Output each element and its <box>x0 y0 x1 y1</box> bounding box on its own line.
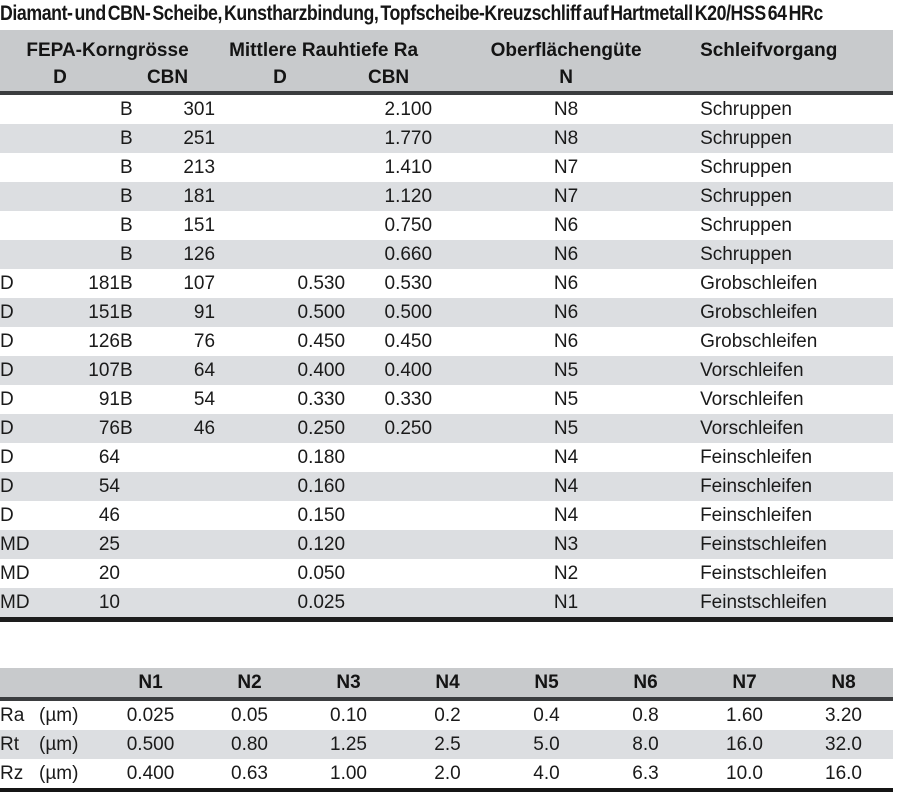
cell-rt-n2: 0.80 <box>231 733 268 755</box>
cell-ra-cbn <box>345 588 432 620</box>
cell-ra-n4: 0.2 <box>434 704 461 726</box>
roughness-symbol: Ra <box>0 704 25 726</box>
table-row <box>0 211 893 240</box>
cell-ra-d <box>215 182 345 211</box>
cell-d-grit <box>68 124 120 153</box>
header-fepa-korngroesse: FEPA-Korngrösse <box>26 40 189 61</box>
header-mittlere-rauhtiefe-ra: Mittlere Rauhtiefe Ra <box>229 40 419 61</box>
cell-cbn-grit: 213 <box>183 156 216 178</box>
cell-d-grit <box>68 211 120 240</box>
cell-roughness-label <box>0 759 101 791</box>
cell-ra-d: 0.330 <box>297 388 346 410</box>
cell-n-grade: N6 <box>553 272 579 294</box>
subheader-d-korngroesse: D <box>0 64 120 93</box>
subheader-cbn-korngroesse: CBN <box>120 64 215 93</box>
cell-ra-d: 0.450 <box>297 330 346 352</box>
cell-cbn-grit <box>156 501 215 530</box>
cell-cbn-grit <box>156 588 215 620</box>
table-row <box>0 501 893 530</box>
subheader-d-rauhtiefe: D <box>215 64 345 93</box>
cell-n-grade: N5 <box>553 359 579 381</box>
cell-rt-n3: 1.25 <box>330 733 367 755</box>
cell-cbn-grit <box>156 443 215 472</box>
cell-roughness-label <box>0 699 101 730</box>
table-row <box>0 356 893 385</box>
cell-cbn-type: B <box>120 417 133 439</box>
cell-d-type: D <box>0 330 14 352</box>
main-table-body <box>0 93 893 620</box>
surface-header-n4: N4 <box>398 668 497 699</box>
page-title: Diamant- und CBN- Scheibe, Kunstharzbindung, Topfscheibe-Kreuzschliff auf Hartmetall K20/HSS 64 HRc <box>0 2 823 25</box>
table-row <box>0 588 893 620</box>
surface-header-n7: N7 <box>695 668 794 699</box>
cell-ra-cbn <box>345 443 432 472</box>
table-row <box>0 124 893 153</box>
cell-ra-cbn: 1.410 <box>384 156 433 178</box>
roughness-symbol: Rt <box>0 733 19 755</box>
cell-d-type: D <box>0 301 14 323</box>
cell-cbn-grit: 151 <box>183 214 216 236</box>
cell-ra-d <box>215 240 345 269</box>
table-row <box>0 472 893 501</box>
cell-roughness-label <box>0 730 101 759</box>
main-table-header <box>0 30 893 93</box>
cell-rz-n1: 0.400 <box>101 759 200 791</box>
cell-ra-cbn: 0.500 <box>384 301 433 323</box>
cell-cbn-type <box>120 501 156 530</box>
cell-schleifvorgang: Schruppen <box>700 185 792 207</box>
subheader-n: N <box>432 64 700 93</box>
cell-d-type: D <box>0 388 14 410</box>
cell-rz-n7: 10.0 <box>695 759 794 791</box>
cell-n-grade: N6 <box>553 214 579 236</box>
cell-ra-d: 0.050 <box>297 562 346 584</box>
cell-ra-n2: 0.05 <box>231 704 268 726</box>
cell-schleifvorgang: Schruppen <box>700 98 792 120</box>
table-row <box>0 269 893 298</box>
cell-d-type: D <box>0 359 14 381</box>
cell-ra-d: 0.025 <box>215 588 345 620</box>
subheader-empty <box>700 64 893 93</box>
cell-d-type: D <box>0 446 14 468</box>
cell-cbn-grit <box>156 559 215 588</box>
cell-rz-n8: 16.0 <box>794 759 893 791</box>
table-row <box>0 327 893 356</box>
cell-n-grade: N4 <box>553 475 579 497</box>
cell-ra-n8: 3.20 <box>825 704 862 726</box>
cell-ra-cbn: 0.660 <box>384 243 433 265</box>
main-subheader-row <box>0 64 893 93</box>
cell-ra-cbn <box>345 472 432 501</box>
surface-table-row <box>0 699 893 730</box>
surface-table-row <box>0 730 893 759</box>
surface-header-n8: N8 <box>794 668 893 699</box>
cell-ra-n3: 0.10 <box>330 704 367 726</box>
surface-header-n3: N3 <box>299 668 398 699</box>
cell-cbn-type <box>120 443 156 472</box>
cell-rt-n4: 2.5 <box>434 733 461 755</box>
table-row <box>0 153 893 182</box>
cell-cbn-grit: 301 <box>183 98 216 120</box>
cell-cbn-type: B <box>120 185 133 207</box>
surface-header-n1: N1 <box>101 668 200 699</box>
cell-schleifvorgang: Feinstschleifen <box>700 533 827 555</box>
cell-n-grade: N5 <box>553 388 579 410</box>
cell-d-type <box>0 211 68 240</box>
cell-ra-cbn: 0.400 <box>384 359 433 381</box>
cell-cbn-type: B <box>120 388 133 410</box>
cell-cbn-grit: 251 <box>183 127 216 149</box>
cell-cbn-grit: 126 <box>183 243 216 265</box>
cell-d-grit: 64 <box>98 446 120 468</box>
roughness-unit: (µm) <box>39 704 79 726</box>
cell-ra-cbn <box>345 559 432 588</box>
cell-ra-d <box>215 153 345 182</box>
cell-schleifvorgang: Feinstschleifen <box>700 562 827 584</box>
cell-schleifvorgang: Grobschleifen <box>700 330 818 352</box>
surface-quality-table <box>0 668 893 792</box>
surface-header-n6: N6 <box>596 668 695 699</box>
cell-ra-d <box>215 93 345 124</box>
cell-d-grit <box>68 182 120 211</box>
roughness-symbol: Rz <box>0 762 24 784</box>
cell-rz-n5: 4.0 <box>497 759 596 791</box>
cell-ra-cbn: 2.100 <box>384 98 433 120</box>
cell-d-type <box>0 153 68 182</box>
cell-d-grit <box>68 153 120 182</box>
cell-schleifvorgang: Feinschleifen <box>700 446 813 468</box>
surface-table-row <box>0 759 893 791</box>
cell-cbn-type: B <box>120 127 133 149</box>
cell-ra-n5: 0.4 <box>533 704 560 726</box>
cell-ra-cbn <box>345 530 432 559</box>
cell-schleifvorgang: Grobschleifen <box>700 301 818 323</box>
cell-d-type <box>0 182 68 211</box>
cell-cbn-type: B <box>120 156 133 178</box>
cell-d-grit: 91 <box>98 388 120 410</box>
cell-cbn-type: B <box>120 243 133 265</box>
cell-cbn-type: B <box>120 301 133 323</box>
cell-cbn-grit: 76 <box>193 330 216 352</box>
cell-ra-cbn: 1.120 <box>384 185 433 207</box>
cell-cbn-type <box>120 559 156 588</box>
subheader-cbn-rauhtiefe: CBN <box>345 64 432 93</box>
cell-rt-n8: 32.0 <box>825 733 862 755</box>
cell-d-type <box>0 124 68 153</box>
table-row <box>0 240 893 269</box>
cell-ra-d: 0.530 <box>297 272 346 294</box>
cell-ra-n7: 1.60 <box>726 704 763 726</box>
cell-schleifvorgang: Schruppen <box>700 156 792 178</box>
cell-cbn-type: B <box>120 214 133 236</box>
main-header-row <box>0 30 893 64</box>
cell-rt-n5: 5.0 <box>533 733 560 755</box>
cell-d-grit: 54 <box>98 475 120 497</box>
cell-ra-cbn <box>345 501 432 530</box>
cell-n-grade: N4 <box>553 446 579 468</box>
table-row <box>0 414 893 443</box>
cell-cbn-grit <box>156 530 215 559</box>
cell-ra-cbn: 0.530 <box>384 272 433 294</box>
cell-n-grade: N7 <box>553 156 579 178</box>
surface-header-n5: N5 <box>497 668 596 699</box>
cell-ra-d: 0.250 <box>297 417 346 439</box>
cell-rt-n7: 16.0 <box>726 733 763 755</box>
cell-n-grade: N6 <box>553 301 579 323</box>
cell-cbn-type <box>120 588 156 620</box>
cell-n-grade: N4 <box>553 504 579 526</box>
surface-header-row <box>0 668 893 699</box>
header-schleifvorgang: Schleifvorgang <box>700 40 838 61</box>
cell-ra-d: 0.150 <box>297 504 346 526</box>
cell-d-type: D <box>0 272 14 294</box>
cell-ra-d: 0.160 <box>297 475 346 497</box>
cell-cbn-type: B <box>120 330 133 352</box>
cell-cbn-type <box>120 472 156 501</box>
cell-d-type: D <box>0 475 14 497</box>
cell-schleifvorgang: Schruppen <box>700 243 792 265</box>
cell-d-type: D <box>0 417 14 439</box>
table-row <box>0 443 893 472</box>
cell-ra-d: 0.120 <box>297 533 346 555</box>
cell-cbn-grit: 54 <box>193 388 216 410</box>
cell-ra-d: 0.500 <box>297 301 346 323</box>
cell-ra-d: 0.400 <box>297 359 346 381</box>
cell-rt-n1: 0.500 <box>126 733 175 755</box>
cell-schleifvorgang: Vorschleifen <box>700 417 804 439</box>
grit-roughness-table <box>0 30 893 622</box>
cell-n-grade: N8 <box>553 98 579 120</box>
header-oberflaechenguete: Oberflächengüte <box>490 40 642 61</box>
cell-d-grit: 107 <box>88 359 120 381</box>
cell-cbn-grit: 107 <box>183 272 216 294</box>
cell-d-grit: 25 <box>98 533 120 555</box>
cell-n-grade: N6 <box>553 330 579 352</box>
cell-schleifvorgang: Vorschleifen <box>700 388 804 410</box>
cell-rz-n4: 2.0 <box>398 759 497 791</box>
cell-schleifvorgang: Feinstschleifen <box>700 588 893 620</box>
cell-cbn-grit <box>156 472 215 501</box>
surface-table-body <box>0 699 893 791</box>
roughness-unit: (µm) <box>39 733 79 755</box>
cell-n-grade: N7 <box>553 185 579 207</box>
cell-schleifvorgang: Feinschleifen <box>700 504 813 526</box>
cell-d-type <box>0 93 68 124</box>
cell-rt-n6: 8.0 <box>632 733 659 755</box>
cell-d-grit: 20 <box>98 562 120 584</box>
cell-ra-n1: 0.025 <box>126 704 175 726</box>
cell-cbn-grit: 181 <box>183 185 216 207</box>
roughness-unit: (µm) <box>39 762 79 784</box>
cell-n-grade: N8 <box>553 127 579 149</box>
surface-header-n2: N2 <box>200 668 299 699</box>
cell-d-grit: 10 <box>68 588 120 620</box>
cell-cbn-grit: 64 <box>193 359 216 381</box>
cell-schleifvorgang: Feinschleifen <box>700 475 813 497</box>
cell-d-grit: 181 <box>88 272 120 294</box>
cell-cbn-type <box>120 530 156 559</box>
cell-ra-d: 0.180 <box>297 446 346 468</box>
cell-n-grade: N6 <box>553 243 579 265</box>
table-row <box>0 298 893 327</box>
cell-ra-cbn: 0.750 <box>384 214 433 236</box>
table-row <box>0 385 893 414</box>
cell-d-grit <box>68 93 120 124</box>
surface-corner-cell <box>0 668 101 699</box>
table-row <box>0 559 893 588</box>
cell-ra-cbn: 0.330 <box>384 388 433 410</box>
cell-cbn-grit: 46 <box>193 417 216 439</box>
table-row <box>0 93 893 124</box>
cell-d-grit <box>68 240 120 269</box>
cell-schleifvorgang: Schruppen <box>700 214 792 236</box>
cell-d-type: MD <box>0 588 68 620</box>
table-row <box>0 182 893 211</box>
cell-cbn-type: B <box>120 272 133 294</box>
cell-cbn-type: B <box>120 98 133 120</box>
cell-ra-cbn: 0.250 <box>384 417 433 439</box>
cell-n-grade: N2 <box>553 562 579 584</box>
cell-cbn-type: B <box>120 359 133 381</box>
cell-d-grit: 126 <box>88 330 120 352</box>
cell-ra-d <box>215 211 345 240</box>
cell-d-type <box>0 240 68 269</box>
cell-d-type: MD <box>0 562 30 584</box>
cell-ra-n6: 0.8 <box>632 704 659 726</box>
cell-rz-n3: 1.00 <box>299 759 398 791</box>
cell-d-grit: 76 <box>98 417 120 439</box>
table-row <box>0 530 893 559</box>
cell-cbn-grit: 91 <box>193 301 216 323</box>
surface-table-header <box>0 668 893 699</box>
cell-schleifvorgang: Grobschleifen <box>700 272 818 294</box>
cell-schleifvorgang: Vorschleifen <box>700 359 804 381</box>
cell-d-type: MD <box>0 533 30 555</box>
cell-ra-d <box>215 124 345 153</box>
cell-n-grade: N1 <box>432 588 700 620</box>
cell-schleifvorgang: Schruppen <box>700 127 792 149</box>
cell-n-grade: N5 <box>553 417 579 439</box>
cell-rz-n6: 6.3 <box>596 759 695 791</box>
cell-d-grit: 151 <box>88 301 120 323</box>
cell-ra-cbn: 1.770 <box>384 127 433 149</box>
cell-d-grit: 46 <box>98 504 120 526</box>
cell-rz-n2: 0.63 <box>200 759 299 791</box>
cell-d-type: D <box>0 504 14 526</box>
cell-n-grade: N3 <box>553 533 579 555</box>
cell-ra-cbn: 0.450 <box>384 330 433 352</box>
